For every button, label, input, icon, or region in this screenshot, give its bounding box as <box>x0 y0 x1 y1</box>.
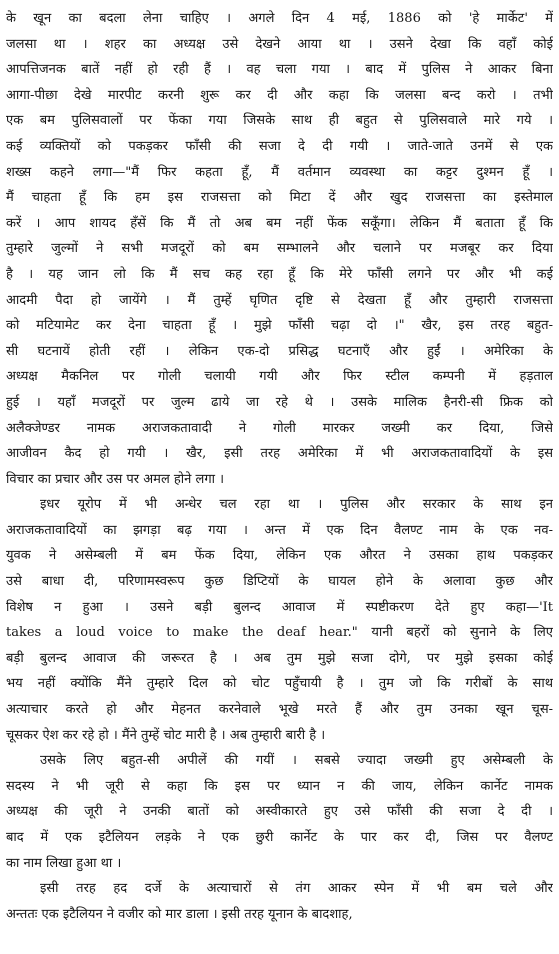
text-line: शख्स कहने लगा—"मैं फिर कहता हूँ, मैं वर्तमान व्यवस्था का कट्टर दुश्मन हूँ । <box>6 164 553 180</box>
text-line: युवक ने असेम्बली में बम फेंक दिया, लेकिन एक औरत ने उसका हाथ पकड़कर <box>6 548 553 564</box>
paragraph <box>6 492 553 748</box>
text-line: इसी तरह हद दर्जे के अत्याचारों से तंग आकर स्पेन में भी बम चले और <box>40 881 553 897</box>
text-line: अलैक्जेण्डर नामक अराजकतावादी ने गोली मारकर जख्मी कर दिया, जिसे <box>6 420 553 436</box>
text-line: अन्ततः एक इटैलियन ने वजीर को मार डाला । इसी तरह यूनान के बादशाह, <box>6 906 353 922</box>
text-line: बाद में एक इटैलियन लड़के ने एक छुरी कार्नेट के पार कर दी, जिस पर वैलण्ट <box>6 830 553 845</box>
text-line: का नाम लिखा हुआ था । <box>6 855 122 871</box>
text-line: उसे बाधा दी, परिणामस्वरूप कुछ डिप्टियों के घायल होने के अलावा कुछ और <box>6 574 553 590</box>
text-line: है । यह जान लो कि मैं सच कह रहा हूँ कि मेरे फाँसी लगने पर और भी कई <box>6 266 553 282</box>
paragraph <box>6 876 553 927</box>
text-line: कई व्यक्तियों को पकड़कर फाँसी की सजा दे दी गयी । जाते-जाते उनमें से एक <box>6 138 553 154</box>
text-line: आजीवन कैद हो गयी । खैर, इसी तरह अमेरिका में भी अराजकतावादियों के इस <box>6 446 553 462</box>
text-line: अराजकतावादियों का झगड़ा बढ़ गया । अन्त में एक दिन वैलण्ट नाम के एक नव- <box>6 522 553 538</box>
text-line: विचार का प्रचार और उस पर अमल होने लगा । <box>6 471 225 487</box>
text-line: आपत्तिजनक बातें नहीं हो रही हैं । वह चला गया । बाद में पुलिस ने आकर बिना <box>6 62 553 78</box>
document-page <box>6 6 553 927</box>
text-line: सदस्य ने भी जूरी से कहा कि इस पर ध्यान न की जाय, लेकिन कार्नेट नामक <box>6 778 553 794</box>
text-line: के खून का बदला लेना चाहिए । अगले दिन 4 मई, 1886 को 'हे मार्केट' में <box>6 11 553 26</box>
text-line: उसके लिए बहुत-सी अपीलें की गयीं । सबसे ज्यादा जख्मी हुए असेम्बली के <box>40 753 553 769</box>
text-line: को मटियामेट कर देना चाहता हूँ । मुझे फाँसी चढ़ा दो ।" खैर, इस तरह बहुत- <box>6 318 553 334</box>
text-line: मैं चाहता हूँ कि हम इस राजसत्ता को मिटा दें और खुद राजसत्ता का इस्तेमाल <box>6 190 553 206</box>
text-line: हुई । यहाँ मजदूरों पर जुल्म ढाये जा रहे थे । उसके मालिक हैनरी-सी फ्रिक को <box>6 394 553 410</box>
paragraph <box>6 748 553 876</box>
text-line: अध्यक्ष मैकनिल पर गोली चलायी गयी और फिर स्टील कम्पनी में हड़ताल <box>6 369 553 385</box>
text-line: तुम्हारे जुल्मों ने सभी मजदूरों को बम सम्भालने और चलाने पर मजबूर कर दिया <box>6 241 553 257</box>
text-line: अत्याचार करते हो और मेहनत करनेवाले भूखे मरते हैं और तुम उनका खून चूस- <box>6 702 553 718</box>
paragraph <box>6 6 553 492</box>
text-line: इधर यूरोप में भी अन्धेर चल रहा था । पुलिस और सरकार के साथ इन <box>40 497 553 513</box>
text-line: बड़ी बुलन्द आवाज की जरूरत है । अब तुम मुझे सजा दोगे, पर मुझे इसका कोई <box>6 650 553 666</box>
text-line: आगा-पीछा देखे मारपीट करनी शुरू कर दी और कहा कि जलसा बन्द करो । तभी <box>6 87 553 103</box>
text-line: चूसकर ऐश कर रहे हो । मैंने तुम्हें चोट मारी है । अब तुम्हारी बारी है । <box>6 727 326 743</box>
text-line: भय नहीं क्योंकि मैंने तुम्हारे दिल को चोट पहुँचायी है । तुम जो कि गरीबों के साथ <box>6 676 553 692</box>
text-line: आदमी पैदा हो जायेंगे । मैं तुम्हें घृणित दृष्टि से देखता हूँ और तुम्हारी राजसत्ता <box>6 292 553 308</box>
text-line: takes a loud voice to make the deaf hear." यानी बहरों को सुनाने के लिए <box>6 625 553 641</box>
text-line: अध्यक्ष की जूरी ने उनकी बातों को अस्वीकारते हुए उसे फाँसी की सजा दे दी । <box>6 804 553 820</box>
text-line: जलसा था । शहर का अध्यक्ष उसे देखने आया था । उसने देखा कि वहाँ कोई <box>6 36 553 52</box>
text-line: विशेष न हुआ । उसने बड़ी बुलन्द आवाज में स्पष्टीकरण देते हुए कहा—'It <box>6 599 553 615</box>
text-line: सी घटनायें होती रहीं । लेकिन एक-दो प्रसिद्ध घटनाएँ और हुईं । अमेरिका के <box>6 343 553 359</box>
text-line: करें । आप शायद हँसें कि मैं तो अब बम नहीं फेंक सकूँगा। लेकिन मैं बताता हूँ कि <box>6 215 553 231</box>
text-line: एक बम पुलिसवालों पर फेंका गया जिसके साथ ही बहुत से पुलिसवाले मारे गये । <box>6 113 553 129</box>
